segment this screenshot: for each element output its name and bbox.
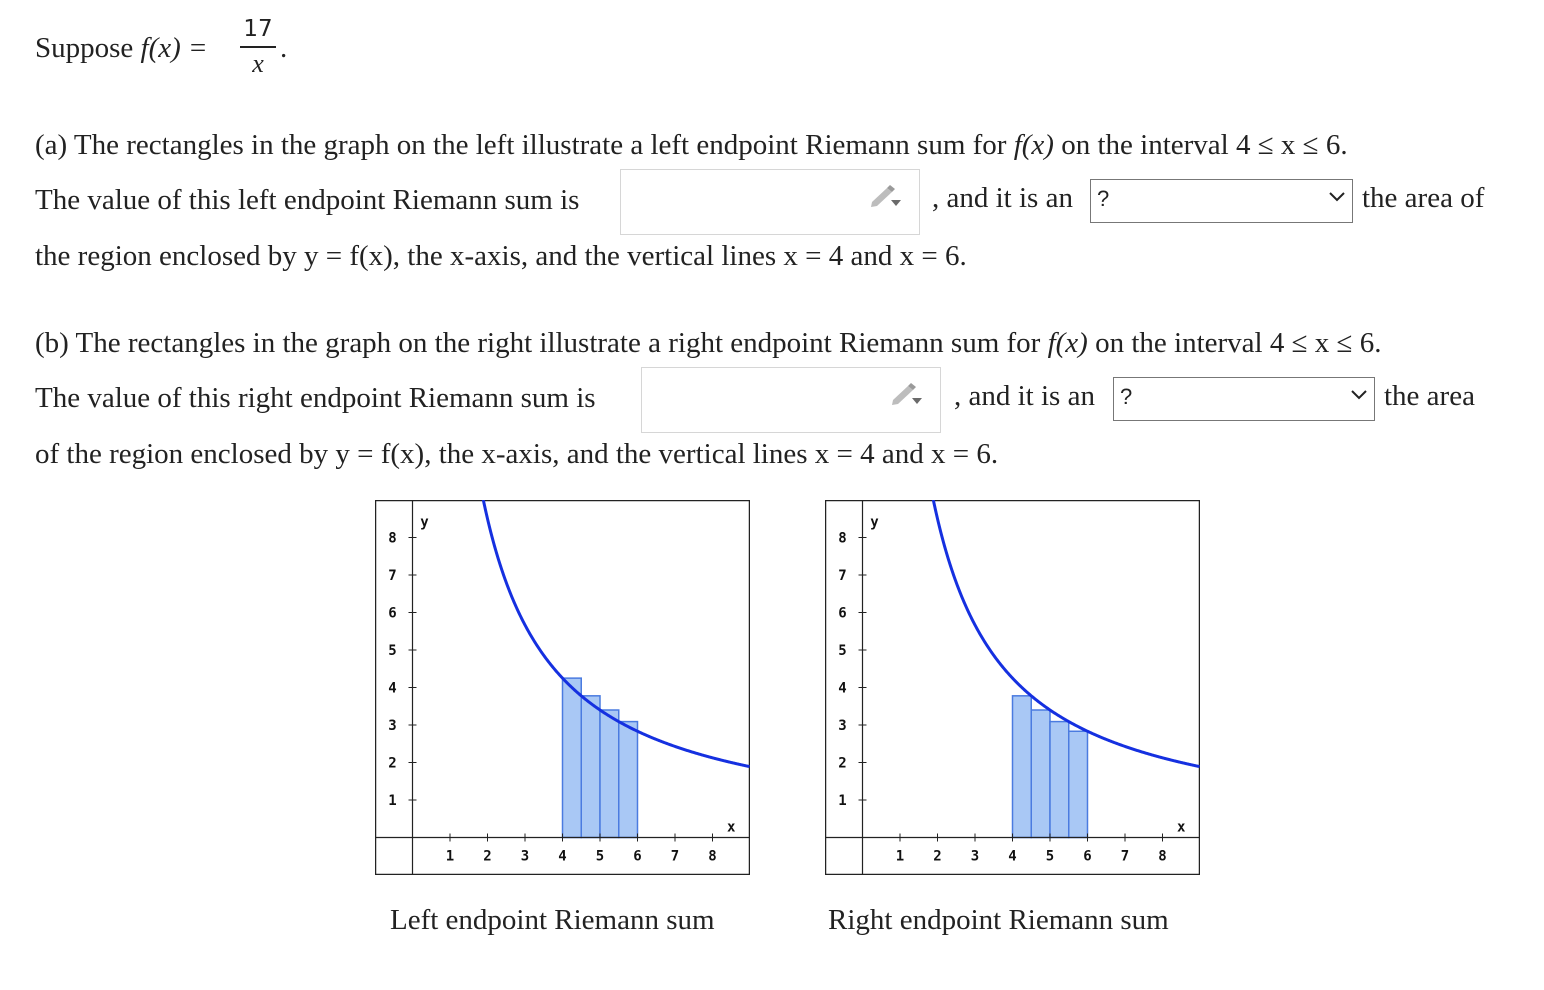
riemann-rectangle xyxy=(1013,696,1032,838)
y-tick-label: 2 xyxy=(838,755,847,772)
part-b-line1 xyxy=(35,325,1381,361)
suppose-text: Suppose xyxy=(35,32,134,64)
pencil-icon[interactable] xyxy=(869,184,903,208)
y-tick-label: 4 xyxy=(388,680,397,697)
function-fraction xyxy=(238,14,278,78)
x-axis-label: x xyxy=(727,819,736,836)
riemann-rectangle xyxy=(619,722,638,838)
x-tick-label: 6 xyxy=(633,848,642,865)
y-tick-label: 2 xyxy=(388,755,397,772)
y-tick-label: 5 xyxy=(838,643,847,659)
part-b-line1-mid: on the interval xyxy=(1095,327,1263,359)
x-tick-label: 7 xyxy=(670,848,680,865)
pencil-icon[interactable] xyxy=(890,382,924,406)
part-a-line1-prefix: (a) The rectangles in the graph on the left illustrate a left endpoint Riemann sum for xyxy=(35,129,1007,161)
part-a-interval: 4 ≤ x ≤ 6. xyxy=(1235,129,1348,161)
riemann-rectangle xyxy=(1069,731,1088,837)
y-tick-label: 8 xyxy=(838,530,847,547)
x-tick-label: 5 xyxy=(595,848,605,865)
riemann-rectangle xyxy=(1031,710,1050,838)
x-tick-label: 3 xyxy=(970,848,980,865)
part-b-line3: of the region enclosed by y = f(x), the x-axis, and the vertical lines x = 4 and x = 6. xyxy=(35,438,999,470)
x-tick-label: 6 xyxy=(1083,848,1092,865)
header-period: . xyxy=(280,32,288,64)
part-b-fx: f(x) xyxy=(1047,327,1088,359)
part-a-comparison-select[interactable] xyxy=(1090,179,1353,223)
riemann-rectangle xyxy=(1050,722,1069,838)
part-a-line2-prefix: The value of this left endpoint Riemann sum is xyxy=(35,184,580,216)
problem-statement xyxy=(35,32,208,65)
x-tick-label: 8 xyxy=(708,848,717,865)
y-tick-label: 4 xyxy=(838,680,847,697)
y-tick-label: 8 xyxy=(388,530,397,547)
riemann-rectangle xyxy=(581,696,600,838)
y-tick-label: 1 xyxy=(838,793,847,809)
x-tick-label: 1 xyxy=(445,848,455,865)
left-graph-caption: Left endpoint Riemann sum xyxy=(390,904,715,936)
part-a-line2-suffix: the area of xyxy=(1362,182,1485,214)
part-b-line2-suffix: the area xyxy=(1384,380,1475,412)
y-tick-label: 6 xyxy=(388,605,397,622)
part-b-interval: 4 ≤ x ≤ 6. xyxy=(1269,327,1382,359)
x-tick-label: 4 xyxy=(1008,848,1017,865)
x-tick-label: 4 xyxy=(558,848,567,865)
part-a-select-value: ? xyxy=(1097,186,1110,211)
fraction-bar xyxy=(240,46,276,48)
y-tick-label: 7 xyxy=(838,568,847,584)
riemann-rectangle xyxy=(563,678,582,837)
part-a-line2-mid: , and it is an xyxy=(932,182,1073,214)
part-b-select-value: ? xyxy=(1120,384,1133,409)
x-axis-label: x xyxy=(1177,819,1186,836)
part-a-fx: f(x) xyxy=(1013,129,1054,161)
part-a-line1 xyxy=(35,127,1348,163)
y-tick-label: 5 xyxy=(388,643,397,659)
part-b-line2-mid: , and it is an xyxy=(954,380,1095,412)
x-tick-label: 7 xyxy=(1120,848,1130,865)
x-tick-label: 8 xyxy=(1158,848,1167,865)
x-tick-label: 2 xyxy=(933,848,942,865)
part-a-line3: the region enclosed by y = f(x), the x-axis, and the vertical lines x = 4 and x = 6. xyxy=(35,240,967,272)
y-tick-label: 3 xyxy=(388,718,397,734)
y-tick-label: 6 xyxy=(838,605,847,622)
function-lhs: f(x) = xyxy=(140,32,208,64)
y-tick-label: 1 xyxy=(388,793,397,809)
right-riemann-graph xyxy=(825,500,1200,875)
y-axis-label: y xyxy=(420,514,429,531)
part-a-answer-input[interactable] xyxy=(620,169,920,235)
x-tick-label: 2 xyxy=(483,848,492,865)
left-riemann-graph xyxy=(375,500,750,875)
chevron-down-icon xyxy=(1350,388,1368,402)
fraction-denominator: x xyxy=(252,49,264,78)
fraction-numerator: 17 xyxy=(243,16,273,42)
part-b-line1-prefix: (b) The rectangles in the graph on the right illustrate a right endpoint Riemann sum for xyxy=(35,327,1041,359)
x-tick-label: 5 xyxy=(1045,848,1055,865)
x-tick-label: 1 xyxy=(895,848,905,865)
part-b-comparison-select[interactable] xyxy=(1113,377,1375,421)
chevron-down-icon xyxy=(1328,190,1346,204)
part-a-line1-mid: on the interval xyxy=(1061,129,1229,161)
part-b-line2-prefix: The value of this right endpoint Riemann sum is xyxy=(35,382,596,414)
y-tick-label: 7 xyxy=(388,568,397,584)
part-b-answer-input[interactable] xyxy=(641,367,941,433)
x-tick-label: 3 xyxy=(520,848,530,865)
riemann-rectangle xyxy=(600,710,619,838)
y-tick-label: 3 xyxy=(838,718,847,734)
y-axis-label: y xyxy=(870,514,879,531)
right-graph-caption: Right endpoint Riemann sum xyxy=(828,904,1169,936)
